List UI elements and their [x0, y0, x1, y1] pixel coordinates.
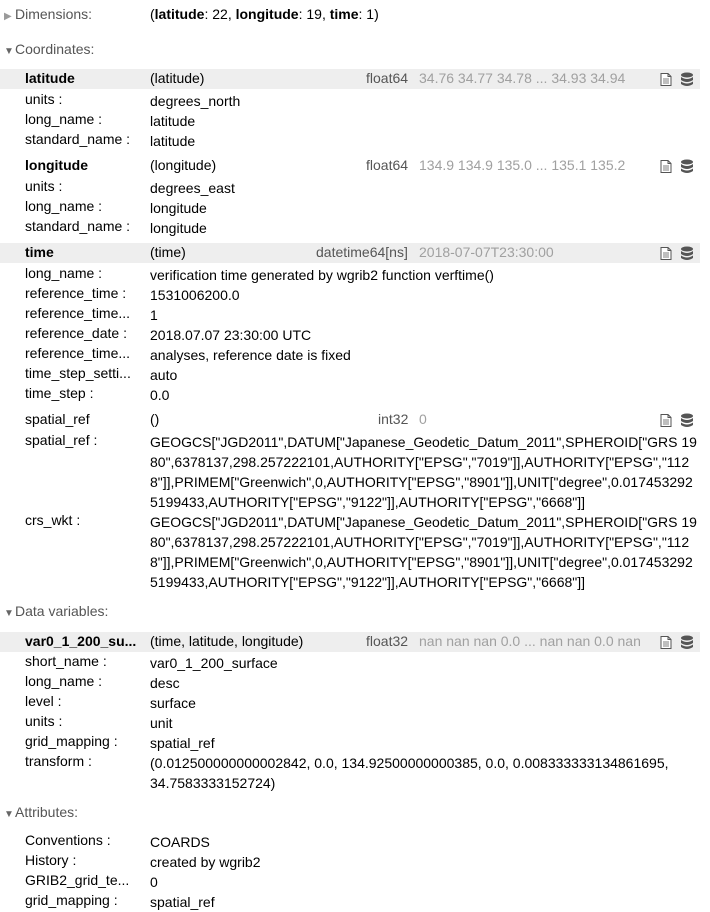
dimensions-label: Dimensions:	[15, 6, 93, 22]
attribute-key: units :	[25, 91, 63, 107]
attribute-key: Conventions :	[25, 832, 111, 848]
show-attributes-icon[interactable]	[660, 414, 672, 427]
dimensions-section-toggle[interactable]	[4, 6, 92, 22]
variable-dims: (time)	[150, 244, 186, 260]
attribute-value: degrees_east	[150, 180, 235, 196]
variable-row-latitude	[0, 69, 700, 89]
attribute-key: spatial_ref :	[25, 432, 98, 448]
variable-dims: (time, latitude, longitude)	[150, 633, 304, 649]
attribute-value: 1531006200.0	[150, 287, 240, 303]
data-variables-section-toggle[interactable]	[4, 603, 108, 619]
attribute-value: spatial_ref	[150, 735, 215, 751]
attribute-value: GEOGCS["JGD2011",DATUM["Japanese_Geodetic_Datum_2011",SPHEROID["GRS 1980",6378137,298.257222101,AUTHORITY["EPSG","7019"]],AUTHORITY["EPSG","1128"]],PRIMEM["Greenwich",0,AUTHORITY["EPSG","8901"]],UNIT["degree",0.0174532925199433,AUTHORITY["EPSG","9122"]],AUTHORITY["EPSG","6668"]]	[150, 514, 697, 590]
attribute-key: units :	[25, 178, 63, 194]
show-attributes-icon[interactable]	[660, 73, 672, 86]
attributes-label: Attributes:	[15, 804, 79, 820]
caret-down-icon: ▼	[4, 46, 14, 57]
caret-down-icon: ▼	[4, 608, 14, 619]
variable-dtype: int32	[378, 411, 409, 427]
show-data-icon[interactable]	[680, 413, 694, 428]
coordinates-section-toggle[interactable]	[4, 41, 94, 57]
variable-dtype: float64	[366, 157, 409, 173]
variable-name: var0_1_200_su...	[25, 633, 137, 649]
show-attributes-icon[interactable]	[660, 247, 672, 260]
dim-name: latitude	[154, 6, 205, 22]
variable-name: latitude	[25, 70, 75, 86]
variable-preview: 134.9 134.9 135.0 ... 135.1 135.2	[419, 157, 626, 173]
attribute-value: longitude	[150, 220, 207, 236]
coordinates-label: Coordinates:	[15, 41, 95, 57]
attribute-key: long_name :	[25, 673, 103, 689]
attribute-value: longitude	[150, 200, 207, 216]
attribute-key: time_step_setti...	[25, 365, 131, 381]
attribute-key: reference_time :	[25, 285, 127, 301]
variable-dims: (longitude)	[150, 157, 217, 173]
attribute-value: latitude	[150, 133, 196, 149]
attribute-key: standard_name :	[25, 218, 131, 234]
variable-dtype: float32	[366, 633, 409, 649]
attribute-key: short_name :	[25, 653, 107, 669]
attribute-key: level :	[25, 693, 62, 709]
dim-size: : 22	[204, 6, 228, 22]
attributes-section-toggle[interactable]	[4, 804, 78, 820]
attribute-key: reference_time...	[25, 305, 131, 321]
caret-down-icon: ▼	[4, 809, 14, 820]
show-attributes-icon[interactable]	[660, 160, 672, 173]
variable-preview: 34.76 34.77 34.78 ... 34.93 34.94	[419, 70, 626, 86]
variable-row-var0	[0, 632, 700, 652]
attribute-value: var0_1_200_surface	[150, 655, 278, 671]
dim-name: longitude	[235, 6, 299, 22]
attribute-value: unit	[150, 715, 173, 731]
attribute-key: History :	[25, 852, 77, 868]
attribute-value: latitude	[150, 113, 196, 129]
show-data-icon[interactable]	[680, 159, 694, 174]
attribute-key: units :	[25, 713, 63, 729]
variable-name: spatial_ref	[25, 411, 90, 427]
variable-name: time	[25, 244, 54, 260]
variable-preview: 0	[419, 411, 427, 427]
variable-dtype: float64	[366, 70, 409, 86]
attribute-key: grid_mapping :	[25, 892, 118, 908]
caret-right-icon: ▶	[4, 11, 12, 22]
attribute-key: long_name :	[25, 111, 103, 127]
dim-name: time	[329, 6, 359, 22]
variable-preview: nan nan nan 0.0 ... nan nan 0.0 nan	[419, 633, 641, 649]
attribute-value: 0	[150, 874, 158, 890]
attribute-key: transform :	[25, 753, 92, 769]
dim-size: : 19	[298, 6, 322, 22]
show-attributes-icon[interactable]	[660, 636, 672, 649]
attribute-key: reference_time...	[25, 345, 131, 361]
attribute-value: GEOGCS["JGD2011",DATUM["Japanese_Geodetic_Datum_2011",SPHEROID["GRS 1980",6378137,298.257222101,AUTHORITY["EPSG","7019"]],AUTHORITY["EPSG","1128"]],PRIMEM["Greenwich",0,AUTHORITY["EPSG","8901"]],UNIT["degree",0.0174532925199433,AUTHORITY["EPSG","9122"]],AUTHORITY["EPSG","6668"]]	[150, 434, 697, 510]
attribute-key: crs_wkt :	[25, 512, 81, 528]
dim-size: : 1	[358, 6, 375, 22]
attribute-key: long_name :	[25, 265, 103, 281]
attribute-value: verification time generated by wgrib2 function verftime()	[150, 267, 494, 283]
attribute-value: desc	[150, 675, 180, 691]
variable-dtype: datetime64[ns]	[316, 244, 408, 260]
attribute-value: created by wgrib2	[150, 854, 261, 870]
attribute-key: long_name :	[25, 198, 103, 214]
attribute-value: surface	[150, 695, 196, 711]
attribute-key: grid_mapping :	[25, 733, 118, 749]
attribute-key: standard_name :	[25, 131, 131, 147]
attribute-key: reference_date :	[25, 325, 127, 341]
attribute-value: COARDS	[150, 834, 210, 850]
variable-row-time	[0, 243, 700, 263]
attribute-value: auto	[150, 367, 178, 383]
attribute-value: 2018.07.07 23:30:00 UTC	[150, 327, 312, 343]
variable-dims: ()	[150, 411, 160, 427]
show-data-icon[interactable]	[680, 246, 694, 261]
attribute-value: degrees_north	[150, 93, 241, 109]
dimensions-summary: (latitude: 22, longitude: 19, time: 1)	[150, 6, 379, 22]
variable-dims: (latitude)	[150, 70, 205, 86]
variable-row-longitude	[0, 156, 700, 176]
attribute-key: time_step :	[25, 385, 94, 401]
attribute-key: GRIB2_grid_te...	[25, 872, 130, 888]
attribute-value: 1	[150, 307, 158, 323]
variable-name: longitude	[25, 157, 88, 173]
attribute-value: (0.012500000000002842, 0.0, 134.92500000000385, 0.0, 0.008333333134861695, 34.7583333152724)	[150, 755, 669, 791]
show-data-icon[interactable]	[680, 635, 694, 650]
variable-row-spatial-ref	[0, 410, 700, 430]
variable-preview: 2018-07-07T23:30:00	[419, 244, 554, 260]
show-data-icon[interactable]	[680, 72, 694, 87]
attribute-value: analyses, reference date is fixed	[150, 347, 351, 363]
attribute-value: 0.0	[150, 387, 170, 403]
data-variables-label: Data variables:	[15, 603, 109, 619]
attribute-value: spatial_ref	[150, 894, 215, 910]
